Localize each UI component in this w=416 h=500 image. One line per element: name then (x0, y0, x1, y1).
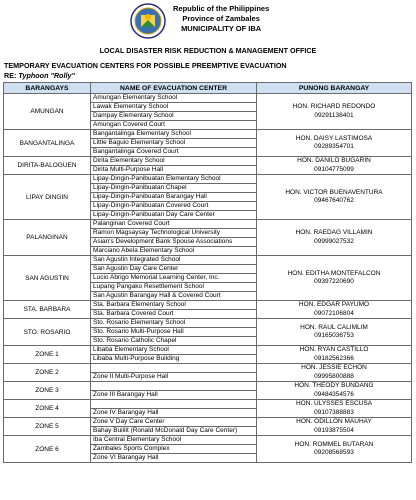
punong-barangay-phone: 09484354576 (314, 390, 354, 398)
barangay-cell: ZONE 4 (4, 400, 91, 418)
municipal-seal-icon (130, 3, 166, 39)
table-body (4, 94, 412, 463)
table-row (4, 220, 412, 229)
evacuation-center-cell (91, 364, 257, 373)
subject-line (4, 71, 75, 80)
punong-barangay-cell (257, 94, 412, 130)
barangay-cell: DIRITA-BALOGUEN (4, 157, 91, 175)
barangay-cell: STA. BARBARA (4, 301, 91, 319)
evacuation-center-cell: Asian's Development Bank Spouse Associations (91, 238, 257, 247)
evacuation-center-cell: Marciano Abela Elementary School (91, 247, 257, 256)
letterhead (0, 0, 416, 44)
punong-barangay-phone: 09104775099 (314, 165, 354, 173)
evacuation-center-cell: Palanginan Covered Court (91, 220, 257, 229)
municipality-line: MUNICIPALITY OF IBA (181, 24, 262, 33)
barangay-cell: ZONE 2 (4, 364, 91, 382)
barangay-cell: ZONE 3 (4, 382, 91, 400)
punong-barangay-phone: 09467640762 (314, 197, 354, 204)
punong-barangay-name: HON. EDGAR PAYUMO (298, 301, 370, 308)
evacuation-center-cell: Sta. Barbara Covered Court (91, 310, 257, 319)
evacuation-center-cell: Bangantalinga Elementary School (91, 130, 257, 139)
evacuation-center-cell: San Agustin Barangay Hall & Covered Court (91, 292, 257, 301)
punong-barangay-name: HON. EDITHA MONTEFALCON (287, 269, 381, 277)
evacuation-center-cell: Little Baguio Elementary School (91, 139, 257, 148)
punong-barangay-name: HON. ULYSSES ESCUSA (295, 400, 373, 407)
header-evacuation-center: NAME OF EVACUATION CENTER (91, 83, 257, 94)
header-barangays: BARANGAYS (4, 83, 91, 94)
barangay-cell: PALANGINAN (4, 220, 91, 256)
evacuation-center-cell: Zone V Day Care Center (91, 418, 257, 427)
evacuation-centers-table (3, 82, 412, 463)
punong-barangay-cell (257, 130, 412, 157)
punong-barangay-cell (257, 400, 412, 418)
evacuation-center-cell (91, 382, 257, 391)
barangay-cell: ZONE 1 (4, 346, 91, 364)
evacuation-center-cell: Dampay Elementary School (91, 112, 257, 121)
evacuation-center-cell: Sto. Rosario Multi-Purpose Hall (91, 328, 257, 337)
punong-barangay-phone: 09291138401 (314, 111, 354, 119)
table-row (4, 418, 412, 427)
table-row (4, 94, 412, 103)
table-row (4, 364, 412, 373)
evacuation-center-cell: Lipay-Dingin-Panibuatan Covered Court (91, 202, 257, 211)
country-line: Republic of the Philippines (173, 4, 270, 13)
subject-label: RE: (4, 71, 17, 80)
evacuation-center-cell: Lipay-Dingin-Panibuatan Chapel (91, 184, 257, 193)
evacuation-center-cell: Dirita Elementary School (91, 157, 257, 166)
barangay-cell: ZONE 6 (4, 436, 91, 463)
evacuation-center-cell: Zone II Multi-Purpose Hall (91, 373, 257, 382)
table-row (4, 157, 412, 166)
punong-barangay-phone: 09999027532 (314, 237, 354, 245)
table-row (4, 301, 412, 310)
table-row (4, 400, 412, 409)
punong-barangay-name: HON. DAISY LASTIMOSA (295, 134, 373, 142)
table-row (4, 256, 412, 265)
evacuation-center-cell: Lipay-Dingin-Panibuatan Elementary School (91, 175, 257, 184)
punong-barangay-cell (257, 364, 412, 382)
evacuation-center-cell: Bahay Bulilit (Ronald McDonald Day Care Center) (91, 427, 257, 436)
punong-barangay-phone: 09107388883 (314, 408, 354, 416)
punong-barangay-cell (257, 220, 412, 256)
evacuation-center-cell: Bangantalinga Covered Court (91, 148, 257, 157)
document-title: TEMPORARY EVACUATION CENTERS FOR POSSIBLE PREEMPTIVE EVACUATION (4, 61, 287, 70)
evacuation-center-cell: Lipay-Dingin-Panibuatan Day Care Center (91, 211, 257, 220)
punong-barangay-name: HON. DANILO BUGARIN (297, 157, 371, 164)
table-row (4, 346, 412, 355)
evacuation-center-cell: Zone VI Barangay Hall (91, 454, 257, 463)
evacuation-center-cell: Zone III Barangay Hall (91, 391, 257, 400)
letterhead-text (173, 4, 269, 34)
barangay-cell: STO. ROSARIO (4, 319, 91, 346)
evacuation-center-cell: Lawak Elementary School (91, 103, 257, 112)
punong-barangay-name: HON. ODILLON MAUHAY (296, 418, 372, 425)
punong-barangay-name: HON. ROMMEL BUTARAN (294, 440, 374, 448)
punong-barangay-cell (257, 319, 412, 346)
punong-barangay-phone: 09397220690 (314, 278, 354, 285)
punong-barangay-cell (257, 301, 412, 319)
barangay-cell: LIPAY DINGIN (4, 175, 91, 220)
barangay-cell: SAN AGUSTIN (4, 256, 91, 301)
evacuation-center-cell: Lupang Pangako Resettlement School (91, 283, 257, 292)
evacuation-center-cell (91, 400, 257, 409)
punong-barangay-phone: 09289354701 (314, 143, 354, 150)
evacuation-center-cell: Libaba Elementary School (91, 346, 257, 355)
evacuation-center-cell: San Agustin Integrated School (91, 256, 257, 265)
evacuation-center-cell: Libaba Multi-Purpose Building (91, 355, 257, 364)
table-row (4, 319, 412, 328)
punong-barangay-phone: 09072106804 (314, 309, 354, 317)
punong-barangay-cell (257, 382, 412, 400)
evacuation-center-cell: Lucio Abrigo Memorial Learning Center, Inc. (91, 274, 257, 283)
evacuation-center-cell: Zone IV Barangay Hall (91, 409, 257, 418)
punong-barangay-cell (257, 157, 412, 175)
evacuation-center-cell: San Agustin Day Care Center (91, 265, 257, 274)
table-row (4, 382, 412, 391)
evacuation-center-cell: Zambales Sports Complex (91, 445, 257, 454)
barangay-cell: BANGANTALINGA (4, 130, 91, 157)
punong-barangay-phone: 09208568593 (314, 449, 354, 456)
evacuation-center-cell: Ramon Magsaysay Technological University (91, 229, 257, 238)
evacuation-center-cell: Iba Central Elementary School (91, 436, 257, 445)
evacuation-center-cell: Amungan Elementary School (91, 94, 257, 103)
subject-text: Typhoon "Rolly" (18, 71, 75, 80)
punong-barangay-name: HON. JESSIE ECHON (301, 364, 367, 371)
punong-barangay-cell (257, 418, 412, 436)
table-row (4, 175, 412, 184)
evacuation-center-cell: Dirita Multi-Purpose Hall (91, 166, 257, 175)
punong-barangay-cell (257, 346, 412, 364)
punong-barangay-name: HON. RAEDAG VILLAMIN (295, 229, 373, 236)
table-header-row (4, 83, 412, 94)
header-punong-barangay: PUNONG BARANGAY (257, 83, 412, 94)
punong-barangay-cell (257, 175, 412, 220)
punong-barangay-name: HON. THEODY BUNDANG (294, 382, 374, 389)
evacuation-center-cell: Sta. Barbara Elementary School (91, 301, 257, 310)
evacuation-center-cell: Sto. Rosario Catholic Chapel (91, 337, 257, 346)
province-line: Province of Zambales (182, 14, 260, 23)
punong-barangay-phone: 09995800888 (314, 372, 354, 380)
punong-barangay-name: HON. VICTOR BUENAVENTURA (285, 188, 383, 196)
barangay-cell: ZONE 5 (4, 418, 91, 436)
barangay-cell: AMUNGAN (4, 94, 91, 130)
punong-barangay-name: HON. RYAN CASTILLO (299, 346, 369, 353)
evacuation-center-cell: Amungan Covered Court (91, 121, 257, 130)
punong-barangay-name: HON. RAUL CALIMLIM (300, 323, 368, 331)
punong-barangay-cell (257, 256, 412, 301)
office-name: LOCAL DISASTER RISK REDUCTION & MANAGEMENT OFFICE (99, 46, 317, 55)
table-row (4, 436, 412, 445)
punong-barangay-cell (257, 436, 412, 463)
evacuation-center-cell: Sto. Rosario Elementary School (91, 319, 257, 328)
punong-barangay-phone: 09182562366 (314, 354, 354, 362)
evacuation-center-cell: Lipay-Dingin-Panibuatan Barangay Hall (91, 193, 257, 202)
punong-barangay-phone: 09193875504 (314, 426, 354, 434)
table-row (4, 130, 412, 139)
punong-barangay-name: HON. RICHARD REDONDO (292, 103, 376, 110)
punong-barangay-phone: 09165036753 (314, 332, 354, 339)
